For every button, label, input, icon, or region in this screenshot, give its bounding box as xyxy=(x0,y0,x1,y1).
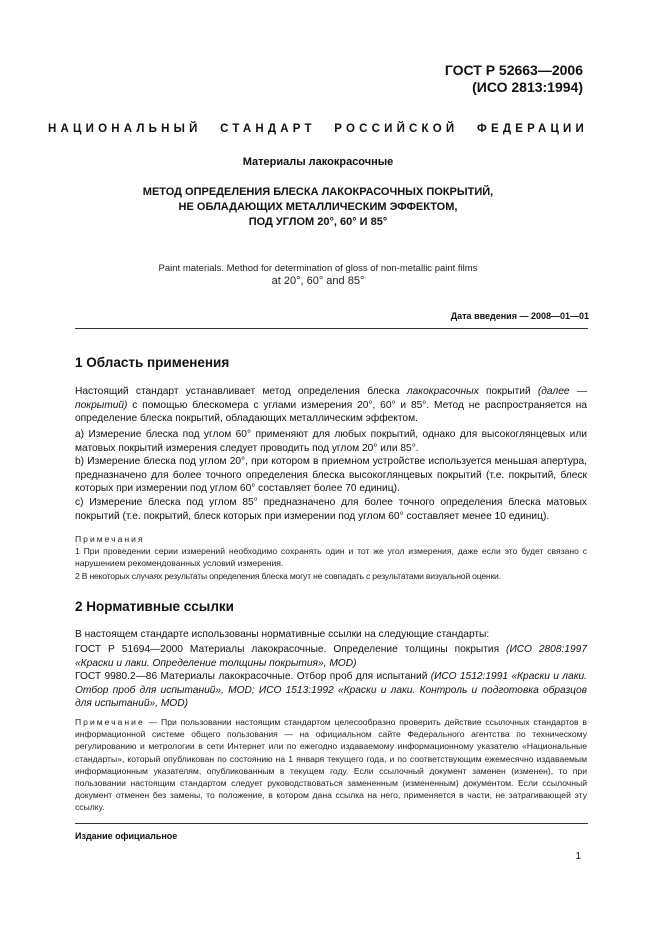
list-item-c: c) Измерение блеска под углом 85° предназначено для более точного определения блеска матовых покрытий (т.е. покрытий, блеск которых при измерении под углом 60° составляет менее 10 единиц). xyxy=(75,497,587,522)
footer-divider xyxy=(75,823,588,824)
p1-italic-2: (далее — покрытий) xyxy=(75,386,588,411)
divider xyxy=(75,328,588,329)
english-title-line-1: Paint materials. Method for determination of gloss of non-metallic paint films xyxy=(158,263,478,274)
edition-label: Издание официальное xyxy=(75,831,178,841)
ref2-text: ГОСТ 9980.2—86 Материалы лакокрасочные. Отбор проб для испытаний xyxy=(75,671,431,682)
section-1-heading: 1 Область применения xyxy=(75,355,230,370)
section-2-note-text: — При пользовании настоящим стандартом целесообразно проверить действие ссылочных стандартов в информационной системе общего пользования — на официальном сайте Федерального агентства по техническому регулированию и метрологии в сети Интернет или по ежегодно издаваемому информационному указателю «Национальные стандарты», который опубликован по состоянию на 1 января текущего года, и по соответствующим ежемесячно издаваемым информационным указателям, опубликованным в текущем году. Если ссылочный документ заменен (изменен), то при пользовании настоящим стандартом следует руководствоваться замененным (измененным) документом. Если ссылочный документ отменен без замены, то положение, в котором дана ссылка на него, применяется в части, не затрагивающей эту ссылку. xyxy=(75,717,587,813)
section-2-note xyxy=(75,716,587,814)
section-2-heading: 2 Нормативные ссылки xyxy=(75,599,234,614)
p1-text-c: с помощью блескомера с углами измерения 20°, 60° и 85°. Метод не распространяется на определение блеска покрытий, обладающих металлическим эффектом. xyxy=(75,399,587,425)
note-1: 1 При проведении серии измерений необходимо сохранять один и тот же угол измерения, даже если это будет связано с нарушением рекомендованных условий измерения. xyxy=(75,546,587,569)
english-title-line-2: at 20°, 60° and 85° xyxy=(271,275,365,287)
ref2-italic: (ИСО 1512:1991 «Краски и лаки. Отбор проб для испытаний», MOD; ИСО 1513:1992 «Краски и лаки. Контроль и подготовка образцов для испытаний», MOD) xyxy=(75,671,587,710)
national-standard-banner: НАЦИОНАЛЬНЫЙ СТАНДАРТ РОССИЙСКОЙ ФЕДЕРАЦИИ xyxy=(48,123,588,135)
ref1-text: ГОСТ Р 51694—2000 Материалы лакокрасочные. Определение толщины покрытия xyxy=(75,644,507,655)
english-title xyxy=(0,262,636,288)
reference-gost-9980 xyxy=(75,670,587,711)
gost-number: ГОСТ Р 52663—2006 xyxy=(444,62,583,78)
title-line-1: МЕТОД ОПРЕДЕЛЕНИЯ БЛЕСКА ЛАКОКРАСОЧНЫХ ПОКРЫТИЙ, xyxy=(142,186,494,198)
iso-number: (ИСО 2813:1994) xyxy=(472,79,583,95)
p1-text-a: Настоящий стандарт устанавливает метод определения блеска xyxy=(75,386,407,397)
introduction-date: Дата введения — 2008—01—01 xyxy=(450,311,589,321)
section-2-paragraph: В настоящем стандарте использованы нормативные ссылки на следующие стандарты: xyxy=(75,629,490,640)
page-number: 1 xyxy=(575,851,581,862)
section-2-note-label: Примечание xyxy=(75,717,145,727)
p1-italic-1: лакокрасочных xyxy=(406,386,479,397)
title-line-2: НЕ ОБЛАДАЮЩИХ МЕТАЛЛИЧЕСКИМ ЭФФЕКТОМ, xyxy=(178,201,458,213)
section-1-paragraph xyxy=(75,385,587,426)
ref1-italic: (ИСО 2808:1997 «Краски и лаки. Определение толщины покрытия», MOD) xyxy=(75,644,587,669)
document-code xyxy=(445,62,583,96)
notes-label: Примечания xyxy=(75,534,145,544)
list-item-a: a) Измерение блеска под углом 60° применяют для любых покрытий, однако для высокоглянцевых или матовых покрытий измерения следует проводить под углом 20° или 85°. xyxy=(75,429,587,454)
reference-gost-r-51694 xyxy=(75,643,587,670)
document-title xyxy=(0,185,636,230)
document-subtitle: Материалы лакокрасочные xyxy=(242,156,394,168)
note-2: 2 В некоторых случаях результаты определения блеска могут не совпадать с результатами визуальной оценки. xyxy=(75,571,501,581)
list-item-b: b) Измерение блеска под углом 20°, при котором в приемном устройстве используется меньшая апертура, предназначено для более точного определения блеска высокоглянцевых покрытий (т.е. покрытий, блеск которых при измерении под углом 60° составляет более 70 единиц). xyxy=(75,456,587,495)
title-line-3: ПОД УГЛОМ 20°, 60° И 85° xyxy=(248,216,388,228)
p1-text-b: покрытий xyxy=(478,386,538,397)
